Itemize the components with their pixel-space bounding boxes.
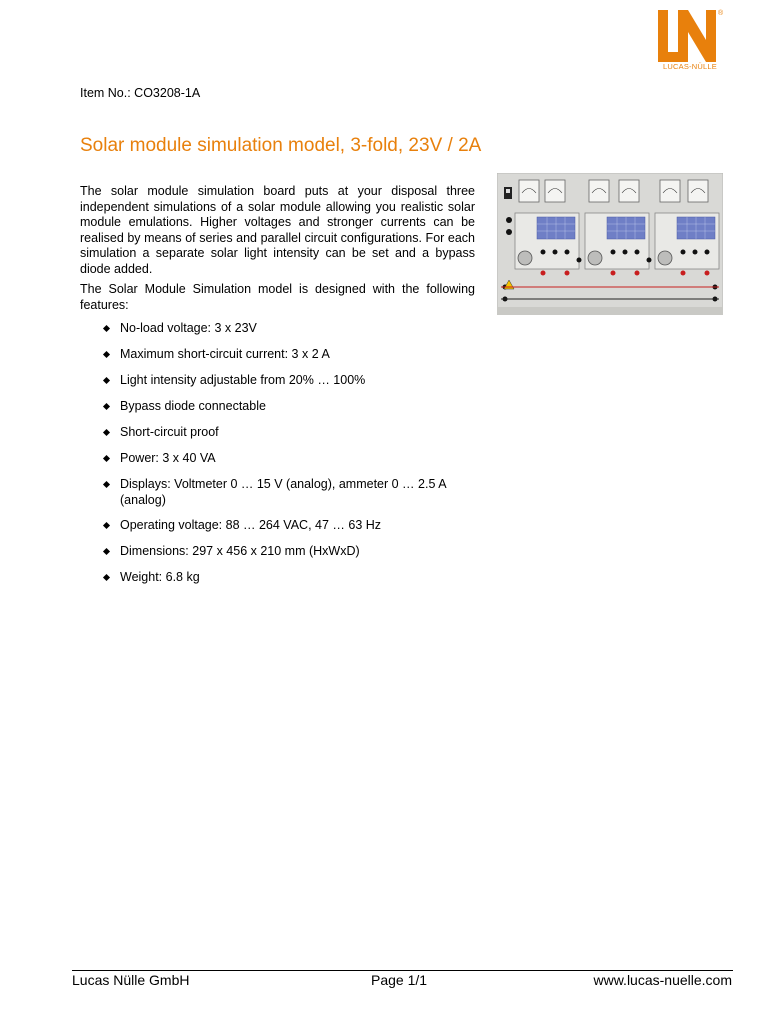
bullet-icon (103, 574, 110, 581)
bullet-icon (103, 548, 110, 555)
feature-text: Power: 3 x 40 VA (120, 450, 216, 465)
feature-item (104, 347, 484, 363)
feature-text: Light intensity adjustable from 20% … 100% (120, 372, 366, 387)
feature-item (104, 518, 484, 534)
feature-text: Maximum short-circuit current: 3 x 2 A (120, 346, 330, 361)
feature-item (104, 425, 484, 441)
bullet-icon (103, 522, 110, 529)
feature-list (104, 321, 484, 596)
product-photo (497, 173, 723, 315)
feature-item (104, 399, 484, 415)
feature-item (104, 451, 484, 467)
bullet-icon (103, 377, 110, 384)
footer-page-number: Page 1/1 (371, 972, 428, 988)
feature-item (104, 570, 484, 586)
footer-website-link[interactable]: www.lucas-nuelle.com (593, 972, 732, 988)
feature-text: Displays: Voltmeter 0 … 15 V (analog), ammeter 0 … 2.5 A (analog) (120, 476, 446, 507)
bullet-icon (103, 455, 110, 462)
feature-item (104, 477, 484, 508)
bullet-icon (103, 403, 110, 410)
feature-text: Operating voltage: 88 … 264 VAC, 47 … 63 Hz (120, 518, 382, 533)
features-intro-paragraph: The Solar Module Simulation model is designed with the following features: (80, 282, 475, 312)
bullet-icon (103, 351, 110, 358)
feature-item (104, 544, 484, 560)
intro-paragraph: The solar module simulation board puts at your disposal three independent simulations of a solar module allowing you realistic solar module emulations. Higher voltages and stronger currents can be realised by means of series and parallel circuit configurations. For each simulation a separate solar light intensity can be set and a bypass diode added. (80, 184, 475, 276)
feature-text: Dimensions: 297 x 456 x 210 mm (HxWxD) (120, 544, 360, 559)
logo-caption: LUCAS-NÜLLE (663, 62, 717, 71)
feature-text: Bypass diode connectable (120, 398, 266, 413)
feature-text: Short-circuit proof (120, 424, 219, 439)
feature-text: Weight: 6.8 kg (120, 570, 200, 585)
feature-item (104, 373, 484, 389)
footer-company: Lucas Nülle GmbH (72, 972, 190, 988)
item-number: Item No.: CO3208-1A (80, 86, 201, 100)
bullet-icon (103, 429, 110, 436)
footer-divider (72, 970, 733, 971)
registered-mark: ® (718, 10, 724, 17)
bullet-icon (103, 325, 110, 332)
bullet-icon (103, 481, 110, 488)
feature-item (104, 321, 484, 337)
page-title: Solar module simulation model, 3-fold, 23V / 2A (80, 135, 482, 156)
feature-text: No-load voltage: 3 x 23V (120, 321, 257, 335)
